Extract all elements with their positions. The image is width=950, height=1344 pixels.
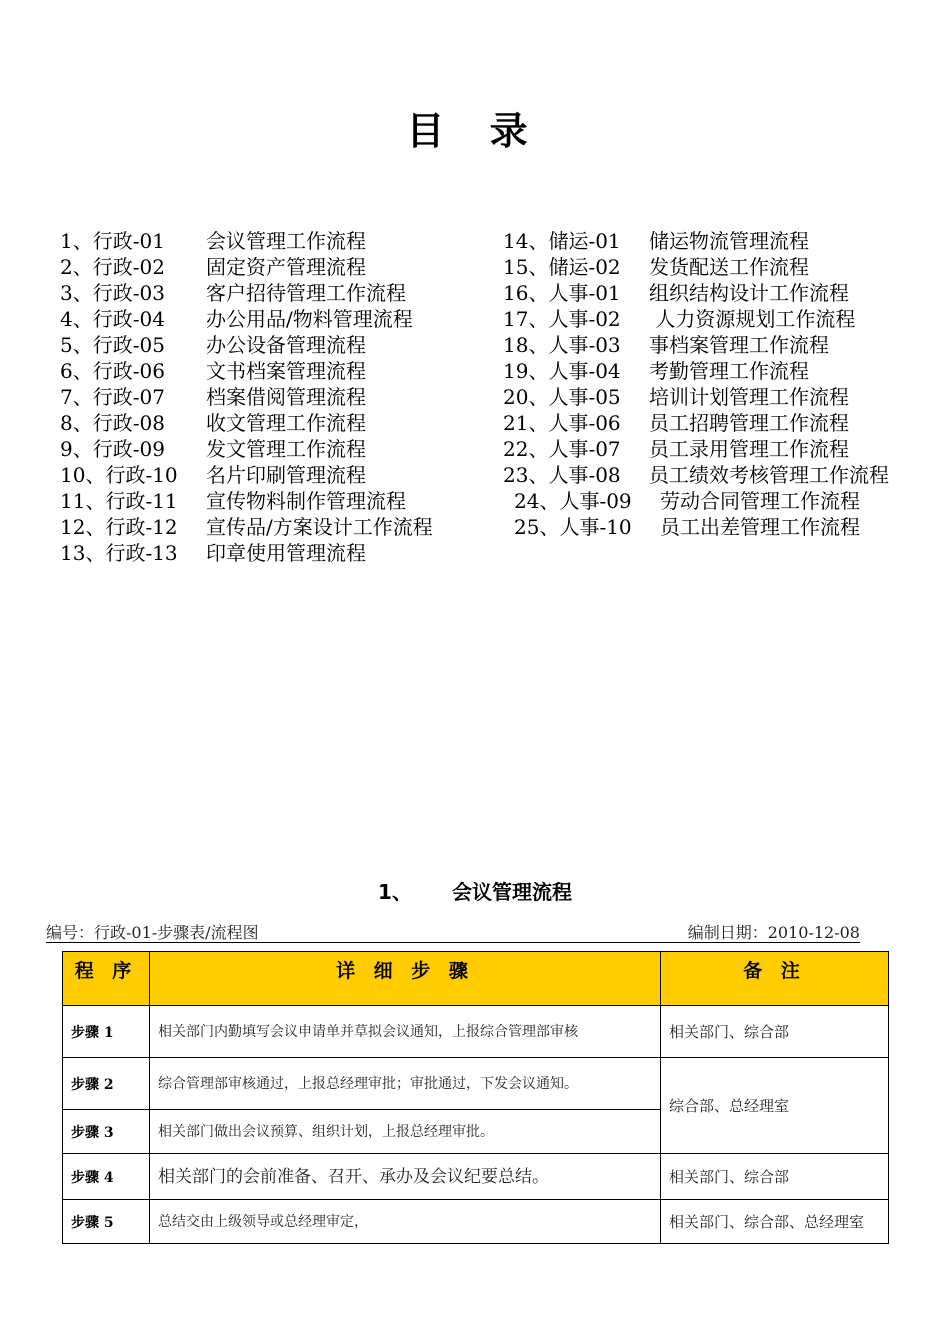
toc-item[interactable] <box>503 384 923 410</box>
table-row <box>63 1200 889 1244</box>
toc-item[interactable] <box>60 540 490 566</box>
toc-item-number: 1、行政-01 <box>60 229 165 253</box>
table-row <box>63 1154 889 1200</box>
toc-item-name: 名片印刷管理流程 <box>206 463 366 487</box>
toc-item-number: 19、人事-04 <box>503 359 621 383</box>
toc-item-name: 发文管理工作流程 <box>206 437 366 461</box>
toc-item-number: 4、行政-04 <box>60 307 165 331</box>
toc-item[interactable] <box>503 436 923 462</box>
toc-item[interactable] <box>60 306 490 332</box>
document-date: 编制日期：2010-12-08 <box>687 923 860 942</box>
toc-item-number: 7、行政-07 <box>60 385 165 409</box>
toc-item-name: 会议管理工作流程 <box>206 229 366 253</box>
toc-item[interactable] <box>503 280 923 306</box>
toc-item-name: 办公设备管理流程 <box>206 333 366 357</box>
toc-item[interactable] <box>60 384 490 410</box>
section-number: 1、 <box>378 880 412 904</box>
column-header-detail: 详 细 步 骤 <box>150 952 661 1006</box>
toc-item-number: 18、人事-03 <box>503 333 621 357</box>
toc-item-number: 6、行政-06 <box>60 359 165 383</box>
toc-item[interactable] <box>503 410 923 436</box>
toc-right-column <box>503 228 923 540</box>
toc-item-name: 办公用品/物料管理流程 <box>206 307 413 331</box>
document-code: 编号：行政-01-步骤表/流程图 <box>46 923 259 942</box>
toc-left-column <box>60 228 490 566</box>
document-meta-line <box>46 918 860 943</box>
toc-item[interactable] <box>60 462 490 488</box>
toc-item[interactable] <box>503 488 923 514</box>
toc-item-number: 11、行政-11 <box>60 489 178 513</box>
toc-item[interactable] <box>60 410 490 436</box>
toc-item[interactable] <box>60 280 490 306</box>
toc-item-number: 10、行政-10 <box>60 463 178 487</box>
toc-item-name: 档案借阅管理流程 <box>206 385 366 409</box>
step-label: 步骤 2 <box>63 1058 150 1110</box>
table-row <box>63 1006 889 1058</box>
toc-item-name: 考勤管理工作流程 <box>649 359 809 383</box>
toc-item-name: 印章使用管理流程 <box>206 541 366 565</box>
toc-item[interactable] <box>503 306 923 332</box>
process-steps-table <box>62 951 889 1244</box>
toc-item-number: 9、行政-09 <box>60 437 165 461</box>
toc-item[interactable] <box>60 332 490 358</box>
toc-item-name: 培训计划管理工作流程 <box>649 385 849 409</box>
toc-item-number: 20、人事-05 <box>503 385 621 409</box>
step-label: 步骤 3 <box>63 1110 150 1154</box>
toc-item-number: 22、人事-07 <box>503 437 621 461</box>
toc-item[interactable] <box>503 358 923 384</box>
toc-item-number: 14、储运-01 <box>503 229 621 253</box>
toc-item[interactable] <box>503 514 923 540</box>
toc-item-name: 组织结构设计工作流程 <box>649 281 849 305</box>
step-detail: 相关部门的会前准备、召开、承办及会议纪要总结。 <box>150 1154 661 1200</box>
table-header-row <box>63 952 889 1006</box>
toc-item-name: 文书档案管理流程 <box>206 359 366 383</box>
toc-item-name: 事档案管理工作流程 <box>649 333 829 357</box>
toc-item-number: 15、储运-02 <box>503 255 621 279</box>
toc-item-name: 员工录用管理工作流程 <box>649 437 849 461</box>
step-remark: 相关部门、综合部、总经理室 <box>661 1200 889 1244</box>
toc-item-number: 21、人事-06 <box>503 411 621 435</box>
toc-item-name: 劳动合同管理工作流程 <box>660 489 860 513</box>
toc-item[interactable] <box>503 332 923 358</box>
step-detail: 相关部门做出会议预算、组织计划，上报总经理审批。 <box>150 1110 661 1154</box>
toc-item-name: 宣传品/方案设计工作流程 <box>206 515 433 539</box>
toc-item-name: 员工绩效考核管理工作流程 <box>649 463 889 487</box>
toc-item[interactable] <box>503 462 923 488</box>
toc-item[interactable] <box>60 514 490 540</box>
column-header-step: 程 序 <box>63 952 150 1006</box>
step-remark: 相关部门、综合部 <box>661 1154 889 1200</box>
toc-item-number: 2、行政-02 <box>60 255 165 279</box>
step-remark: 相关部门、综合部 <box>661 1006 889 1058</box>
toc-item-number: 16、人事-01 <box>503 281 621 305</box>
toc-item-number: 5、行政-05 <box>60 333 165 357</box>
toc-item-number: 17、人事-02 <box>503 307 621 331</box>
page-title: 目 录 <box>406 109 544 153</box>
toc-item-number: 8、行政-08 <box>60 411 165 435</box>
toc-item-name: 固定资产管理流程 <box>206 255 366 279</box>
step-label: 步骤 5 <box>63 1200 150 1244</box>
toc-item[interactable] <box>60 358 490 384</box>
column-header-remark: 备 注 <box>661 952 889 1006</box>
step-detail: 综合管理部审核通过，上报总经理审批；审批通过，下发会议通知。 <box>150 1058 661 1110</box>
section-title <box>0 876 950 905</box>
toc-item-name: 收文管理工作流程 <box>206 411 366 435</box>
toc-item[interactable] <box>60 436 490 462</box>
toc-item-name: 发货配送工作流程 <box>649 255 809 279</box>
toc-item-name: 宣传物料制作管理流程 <box>206 489 406 513</box>
toc-item[interactable] <box>60 254 490 280</box>
toc-item-name: 员工出差管理工作流程 <box>660 515 860 539</box>
step-detail: 总结交由上级领导或总经理审定， <box>150 1200 661 1244</box>
toc-item-number: 3、行政-03 <box>60 281 165 305</box>
toc-item-number: 13、行政-13 <box>60 541 178 565</box>
toc-item-name: 人力资源规划工作流程 <box>649 307 856 331</box>
step-remark: 综合部、总经理室 <box>661 1058 889 1154</box>
toc-item[interactable] <box>60 228 490 254</box>
toc-item[interactable] <box>503 254 923 280</box>
step-detail: 相关部门内勤填写会议申请单并草拟会议通知，上报综合管理部审核 <box>150 1006 661 1058</box>
toc-item-number: 25、人事-10 <box>514 515 632 539</box>
table-row <box>63 1058 889 1110</box>
section-title-text: 会议管理流程 <box>451 880 572 904</box>
step-label: 步骤 4 <box>63 1154 150 1200</box>
toc-item-name: 储运物流管理流程 <box>649 229 809 253</box>
toc-item-name: 员工招聘管理工作流程 <box>649 411 849 435</box>
toc-item-name: 客户招待管理工作流程 <box>206 281 406 305</box>
toc-item[interactable] <box>60 488 490 514</box>
toc-item-number: 23、人事-08 <box>503 463 621 487</box>
toc-item-number: 24、人事-09 <box>514 489 632 513</box>
step-label: 步骤 1 <box>63 1006 150 1058</box>
toc-item[interactable] <box>503 228 923 254</box>
toc-item-number: 12、行政-12 <box>60 515 178 539</box>
